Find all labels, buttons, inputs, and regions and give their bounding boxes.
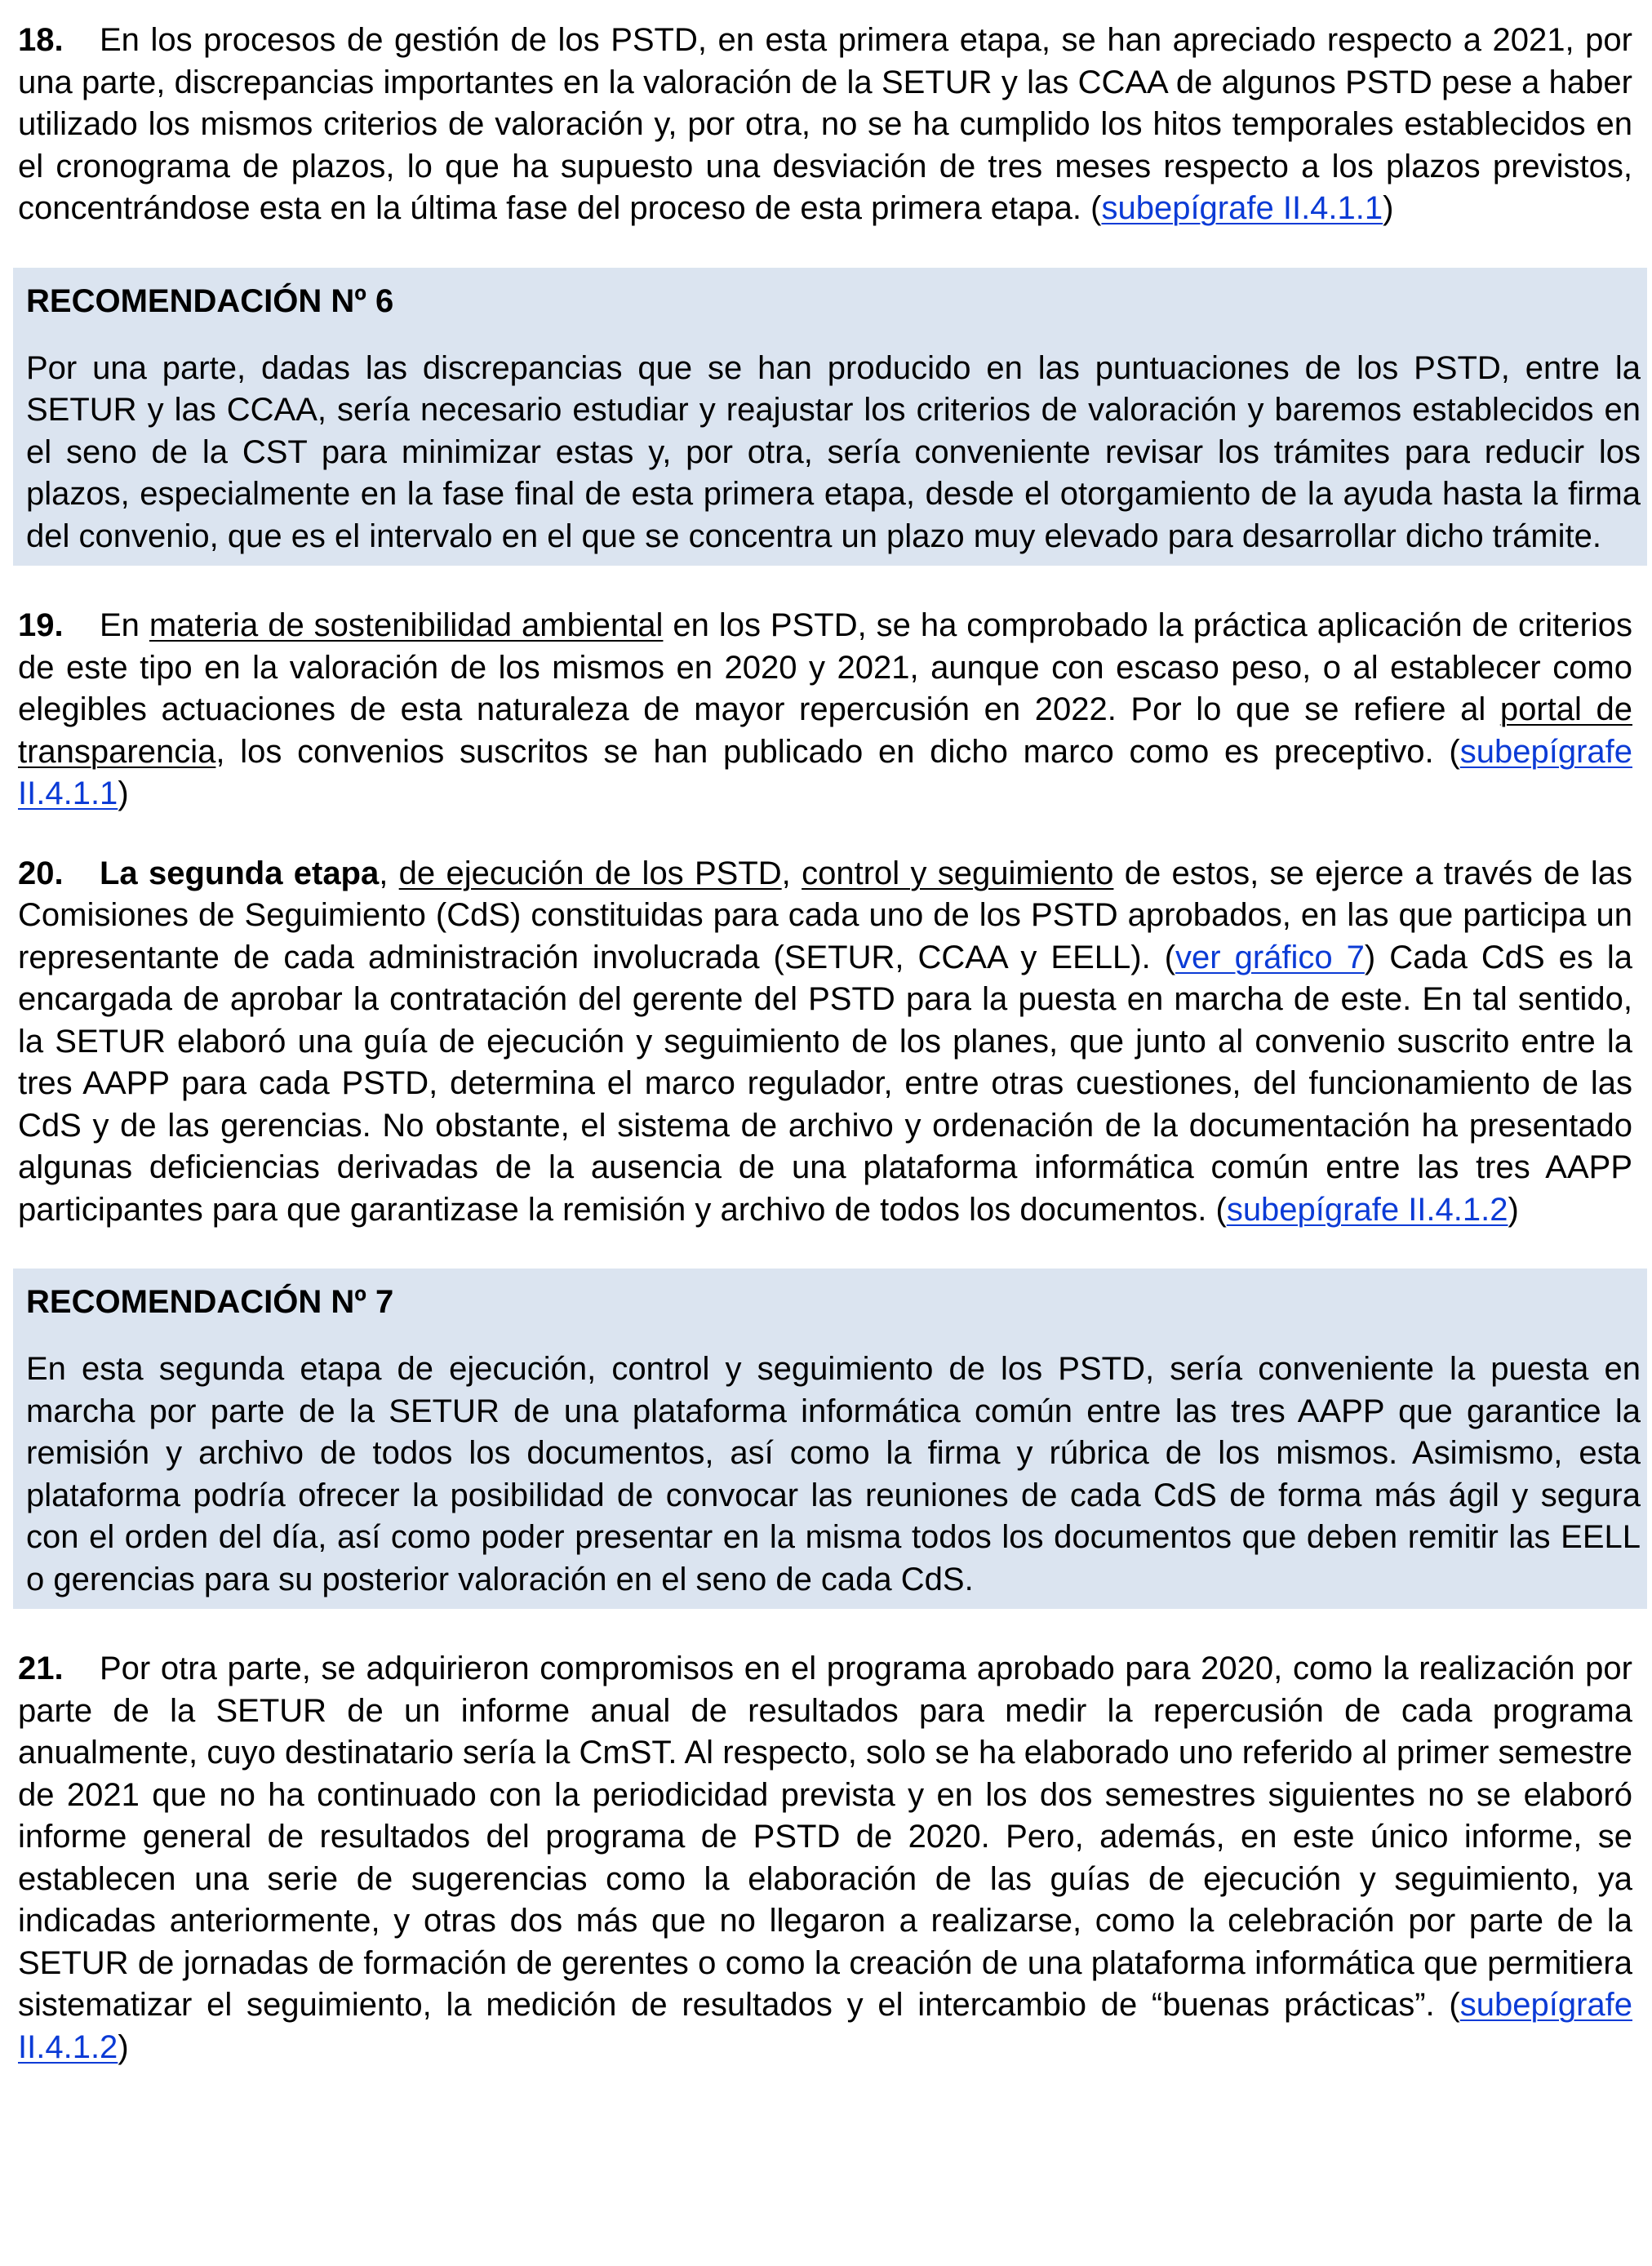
- recommendation-box-6: [13, 268, 1647, 566]
- paragraph-21: [18, 1648, 1632, 2068]
- paragraph-text: En: [100, 607, 149, 643]
- recommendation-title: RECOMENDACIÓN Nº 6: [26, 282, 394, 319]
- subepigrafe-link[interactable]: subepígrafe II.4.1.1: [18, 733, 1632, 811]
- bold-phrase: La segunda etapa: [100, 855, 380, 891]
- paragraph-text: ,: [379, 855, 399, 891]
- underlined-phrase: de ejecución de los PSTD: [398, 855, 782, 891]
- paren-close: ): [1383, 190, 1394, 226]
- paragraph-text: en los PSTD, se ha comprobado la práctica aplicación de criterios de este tipo en la valoración de los mismos en 2020 y 2021, aunque con escaso peso, o al establecer como elegibles actuaciones de esta naturaleza de mayor repercusión en 2022. Por lo que se refiere al: [18, 607, 1633, 727]
- paragraph-number: 19.: [18, 607, 64, 643]
- recommendation-box-7: [13, 1269, 1647, 1609]
- subepigrafe-link[interactable]: subepígrafe II.4.1.2: [18, 1987, 1632, 2065]
- paragraph-number: 20.: [18, 855, 64, 891]
- paragraph-number: 18.: [18, 22, 64, 58]
- underlined-phrase: portal de transparencia: [18, 691, 1633, 770]
- document-page: [18, 20, 1641, 2068]
- paragraph-19: [18, 605, 1632, 815]
- paragraph-number: 21.: [18, 1651, 64, 1686]
- paren-close: ): [1508, 1191, 1519, 1228]
- recommendation-text: En esta segunda etapa de ejecución, control y seguimiento de los PSTD, sería conveniente la puesta en marcha por parte de la SETUR de una plataforma informática común entre las tres AAPP que garantice la remisión y archivo de todos los documentos, así como la firma y rúbrica de los mismos. Asimismo, esta plataforma podría ofrecer la posibilidad de convocar las reuniones de cada CdS de forma más ágil y segura con el orden del día, así como poder presentar en la misma todos los documentos que deben remitir las EELL o gerencias para su posterior valoración en el seno de cada CdS.: [26, 1351, 1641, 1597]
- subepigrafe-link[interactable]: subepígrafe II.4.1.2: [1226, 1191, 1508, 1228]
- paragraph-text: ,: [781, 855, 802, 891]
- recommendation-text: Por una parte, dadas las discrepancias que se han producido en las puntuaciones de los PSTD, entre la SETUR y las CCAA, sería necesario estudiar y reajustar los criterios de valoración y baremos establecidos en el seno de la CST para minimizar estas y, por otra, sería conveniente revisar los trámites para reducir los plazos, especialmente en la fase final de esta primera etapa, desde el otorgamiento de la ayuda hasta la firma del convenio, que es el intervalo en el que se concentra un plazo muy elevado para desarrollar dicho trámite.: [26, 349, 1641, 554]
- paren-close: ): [118, 2028, 129, 2065]
- paragraph-text: Por otra parte, se adquirieron compromisos en el programa aprobado para 2020, como la realización por parte de la SETUR de un informe anual de resultados para medir la repercusión de cada programa anualmente, cuyo destinatario sería la CmST. Al respecto, solo se ha elaborado uno referido al primer semestre de 2021 que no ha continuado con la periodicidad prevista y en los dos semestres siguientes no se elaboró informe general de resultados del programa de PSTD de 2020. Pero, además, en este único informe, se establecen una serie de sugerencias como la elaboración de las guías de ejecución y seguimiento, ya indicadas anteriormente, y otras dos más que no llegaron a realizarse, como la celebración por parte de la SETUR de jornadas de formación de gerentes o como la creación de una plataforma informática que permitiera sistematizar el seguimiento, la medición de resultados y el intercambio de “buenas prácticas”. (: [18, 1651, 1632, 2023]
- ver-grafico-link[interactable]: ver gráfico 7: [1175, 939, 1365, 975]
- paragraph-text: ) Cada CdS es la encargada de aprobar la contratación del gerente del PSTD para la puesta en marcha de este. En tal sentido, la SETUR elaboró una guía de ejecución y seguimiento de los planes, que junto al convenio suscrito entre la tres AAPP para cada PSTD, determina el marco regulador, entre otras cuestiones, del funcionamiento de las CdS y de las gerencias. No obstante, el sistema de archivo y ordenación de la documentación ha presentado algunas deficiencias derivadas de la ausencia de una plataforma informática común entre las tres AAPP participantes para que garantizase la remisión y archivo de todos los documentos. (: [18, 939, 1633, 1228]
- underlined-phrase: materia de sostenibilidad ambiental: [149, 607, 664, 643]
- paragraph-18: [18, 20, 1632, 230]
- paragraph-text: de estos, se ejerce a través de las Comisiones de Seguimiento (CdS) constituidas para cada uno de los PSTD aprobados, en las que participa un representante de cada administración involucrada (SETUR, CCAA y EELL). (: [18, 855, 1633, 975]
- paragraph-20: [18, 853, 1632, 1232]
- paragraph-text: , los convenios suscritos se han publicado en dicho marco como es preceptivo. (: [215, 733, 1460, 770]
- paragraph-text: En los procesos de gestión de los PSTD, en esta primera etapa, se han apreciado respecto a 2021, por una parte, discrepancias importantes en la valoración de la SETUR y las CCAA de algunos PSTD pese a haber utilizado los mismos criterios de valoración y, por otra, no se ha cumplido los hitos temporales establecidos en el cronograma de plazos, lo que ha supuesto una desviación de tres meses respecto a los plazos previstos, concentrándose esta en la última fase del proceso de esta primera etapa. (: [18, 22, 1632, 226]
- recommendation-title: RECOMENDACIÓN Nº 7: [26, 1284, 394, 1320]
- underlined-phrase: control y seguimiento: [802, 855, 1114, 891]
- paren-close: ): [118, 775, 129, 811]
- subepigrafe-link[interactable]: subepígrafe II.4.1.1: [1101, 190, 1383, 226]
